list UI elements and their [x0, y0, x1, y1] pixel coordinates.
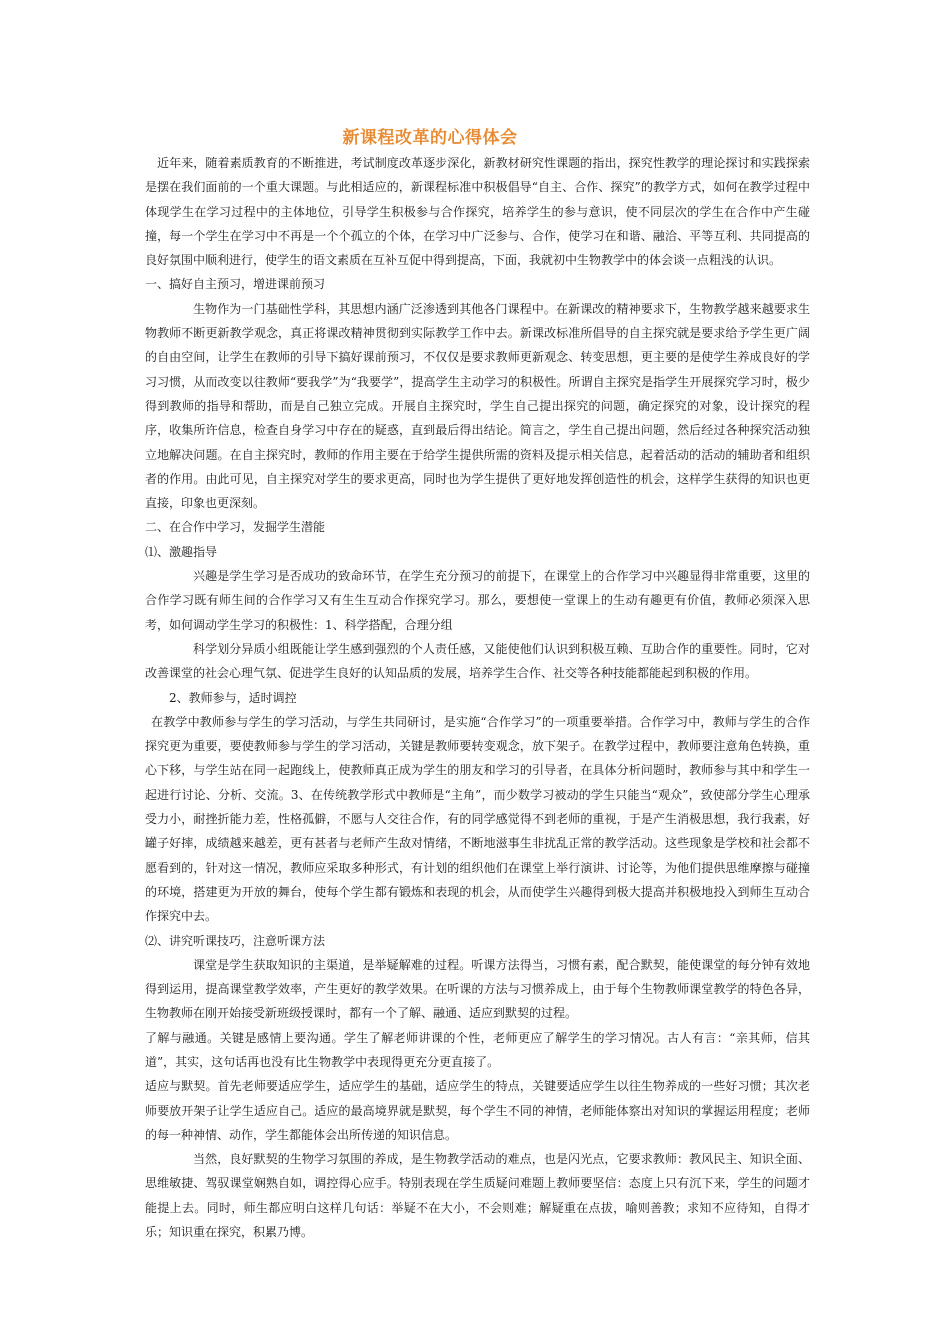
paragraph-intro: 近年来，随着素质教育的不断推进，考试制度改革逐步深化，新教材研究性课题的指出，探究性教学的理论探讨和实践探索是摆在我们面前的一个重大课题。与此相适应的，新课程标准中积极倡导“自主、合作、探究”的教学方式，如何在教学过程中体现学生在学习过程中的主体地位，引导学生积极参与合作探究，培养学生的参与意识，使不同层次的学生在合作中产生碰撞，每一个学生在学习中不再是一个个孤立的个体，在学习中广泛参与、合作，使学习在和谐、融洽、平等互利、共同提高的良好氛围中顺利进行，使学生的语文素质在互补互促中得到提高，下面，我就初中生物教学中的体会谈一点粗浅的认识。	[145, 156, 810, 268]
section-heading-1: 一、搞好自主预习，增进课前预习	[145, 277, 326, 292]
paragraph-understanding: 了解与融通。关键是感情上要沟通。学生了解老师讲课的个性，老师更应了解学生的学习情况。古人有言：“亲其师，信其道”，其实，这句话再也没有比生物教学中表现得更充分更直接了。	[145, 1030, 810, 1069]
subsection-heading-1: ⑴、激趣指导	[145, 544, 218, 559]
paragraph-interest: 兴趣是学生学习是否成功的致命环节，在学生充分预习的前提下，在课堂上的合作学习中兴趣显得非常重要，这里的合作学习既有师生间的合作学习又有生生互动合作探究学习。那么，要想使一堂课上的生动有趣更有价值，教师必须深入思考，如何调动学生学习的积极性：1、科学搭配，合理分组	[145, 569, 810, 632]
subsection-heading-teacher: 2、教师参与，适时调控	[169, 690, 297, 705]
paragraph-self-study: 生物作为一门基础性学科，其思想内涵广泛渗透到其他各门课程中。在新课改的精神要求下，生物教学越来越要求生物教师不断更新教学观念，真正将课改精神贯彻到实际教学工作中去。新课改标准所倡导的自主探究就是要求给予学生更广阔的自由空间，让学生在教师的引导下搞好课前预习，不仅仅是要求教师更新观念、转变思想，更主要的是使学生养成良好的学习习惯，从而改变以往教师“要我学”为“我要学”，提高学生主动学习的积极性。所谓自主探究是指学生开展探究学习时，极少得到教师的指导和帮助，而是自己独立完成。开展自主探究时，学生自己提出探究的问题，确定探究的对象，设计探究的程序，收集所许信息，检查自身学习中存在的疑惑，直到最后得出结论。简言之，学生自己提出问题，然后经过各种探究活动独立地解决问题。在自主探究时，教师的作用主要在于给学生提供所需的资料及提示相关信息，起着活动的活动的辅助者和组织者的作用。由此可见，自主探究对学生的要求更高，同时也为学生提供了更好地发挥创造性的机会，这样学生获得的知识也更直接，印象也更深刻。	[145, 301, 810, 511]
section-heading-2: 二、在合作中学习，发掘学生潜能	[145, 520, 326, 535]
paragraph-listening: 课堂是学生获取知识的主渠道，是举疑解难的过程。听课方法得当，习惯有素，配合默契，能使课堂的每分钟有效地得到运用，提高课堂教学效率，产生更好的教学效果。在听课的方法与习惯养成上，由于每个生物教师课堂教学的特色各异，生物教师在刚开始接受新班级授课时，都有一个了解、融通、适应到默契的过程。	[145, 957, 810, 1021]
document-body	[145, 151, 810, 1244]
paragraph-conclusion: 当然，良好默契的生物学习氛围的养成，是生物教学活动的难点，也是闪光点，它要求教师：教风民主、知识全面、思维敏捷、驾驭课堂娴熟自如，调控得心应手。特别表现在学生质疑问难题上教师要坚信：态度上只有沉下来，学生的问题才能提上去。同时，师生都应明白这样几句话：举疑不在大小，不会则难；解疑重在点拔，喻则善教；求知不应待知，自得才乐；知识重在探究，积累乃博。	[145, 1152, 810, 1240]
subsection-heading-2: ⑵、讲究听课技巧，注意听课方法	[145, 933, 326, 948]
paragraph-grouping: 科学划分异质小组既能让学生感到强烈的个人责任感，又能使他们认识到积极互赖、互助合作的重要性。同时，它对改善课堂的社会心理气氛、促进学生良好的认知品质的发展，培养学生合作、社交等各种技能都能起到积极的作用。	[145, 641, 810, 681]
paragraph-teacher-participation: 在教学中教师参与学生的学习活动，与学生共同研讨，是实施“合作学习”的一项重要举措。合作学习中，教师与学生的合作探究更为重要，要使教师参与学生的学习活动，关键是教师要转变观念，放下架子。在教学过程中，教师要注意角色转换，重心下移，与学生站在同一起跑线上，使教师真正成为学生的朋友和学习的引导者，在具体分析问题时，教师参与其中和学生一起进行讨论、分析、交流。3、在传统教学形式中教师是“主角”，而少数学习被动的学生只能当“观众”，致使部分学生心理承受力小，耐挫折能力差，性格孤僻，不愿与人交往合作，有的同学感觉得不到老师的重视，于是产生消极思想，我行我素，好罐子好摔，成绩越来越差，更有甚者与老师产生敌对情绪，不断地滋事生非扰乱正常的教学活动。这些现象是学校和社会都不愿看到的，针对这一情况，教师应采取多种形式，有计划的组织他们在课堂上举行演讲、讨论等，为他们提供思维摩擦与碰撞的环境，搭建更为开放的舞台，使每个学生都有锻炼和表现的机会，从而使学生兴趣得到极大提高并积极地投入到师生互动合作探究中去。	[145, 714, 810, 924]
paragraph-adaptation: 适应与默契。首先老师要适应学生，适应学生的基础，适应学生的特点，关键要适应学生以往生物养成的一些好习惯；其次老师要放开架子让学生适应自己。适应的最高境界就是默契，每个学生不同的神情，老师能体察出对知识的掌握运用程度；老师的每一种神情、动作，学生都能体会出所传递的知识信息。	[145, 1079, 810, 1142]
document-title: 新课程改革的心得体会	[342, 128, 518, 148]
